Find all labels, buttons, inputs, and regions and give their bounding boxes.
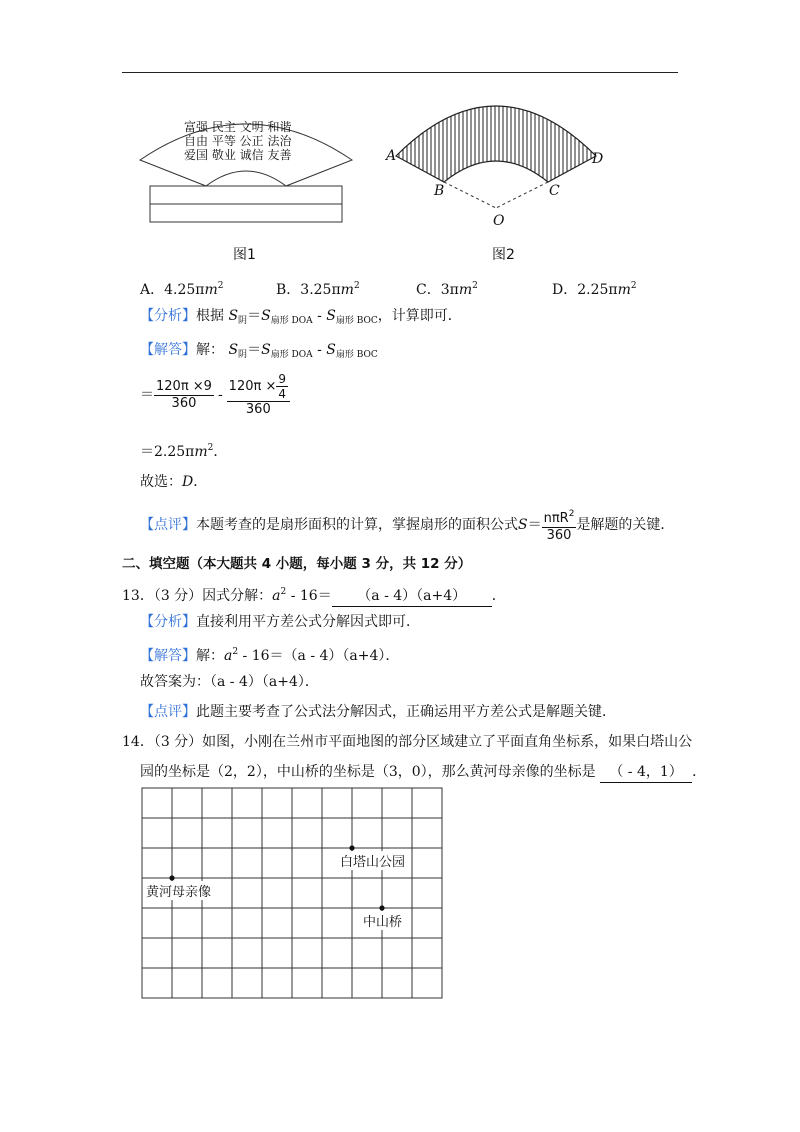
fan-text-row: 自由 平等 公正 法治	[184, 134, 292, 148]
solution-tag: 【解答】	[140, 342, 196, 358]
area-formula-fraction: $\frac{n\pi R^2}{360}$	[543, 509, 575, 543]
q13-comment: 【点评】此题主要考查了公式法分解因式，正确运用平方差公式是解题关键．	[140, 704, 616, 720]
section-2-title: 二、填空题（本大题共 4 小题，每小题 3 分，共 12 分）	[122, 556, 472, 572]
huanghe-point	[169, 875, 174, 880]
q12-fraction-line: ＝ $\frac{120\pi \times 9}{360}$ - 120π × $\frac{9}{4}$ 360	[140, 372, 290, 418]
label-b: B	[434, 183, 445, 199]
figure-2-caption: 图2	[492, 247, 515, 263]
label-o: O	[493, 213, 505, 229]
option-a: A．$4.25\pi m^2$	[140, 281, 224, 298]
label-c: C	[549, 183, 560, 199]
label-a: A	[386, 148, 397, 164]
option-b: B．$3.25\pi m^2$	[276, 281, 360, 298]
fan-text-row: 富强 民主 文明 和谐	[184, 120, 292, 134]
q12-choose: 故选：D．	[140, 474, 208, 490]
fraction-2: 120π × $\frac{9}{4}$ 360	[227, 372, 290, 418]
label-d: D	[592, 151, 604, 167]
q14-stem-line-2: 园的坐标是（2，2），中山桥的坐标是（3，0），那么黄河母亲像的坐标是 （ - 4，1） ．	[140, 762, 706, 783]
header-rule	[122, 72, 678, 73]
q12-result: $=2.25\pi m^2$．	[140, 443, 228, 460]
comment-tag: 【点评】	[140, 517, 196, 533]
q13-solution: 【解答】解：$a^2 - 16=(a - 4)(a+4)$．	[140, 647, 400, 664]
q13-analysis: 【分析】直接利用平方差公式分解因式即可．	[140, 614, 420, 630]
q14-answer-blank: （ - 4，1）	[600, 762, 692, 783]
q13-stem: 13．（3 分）因式分解：$a^2 - 16= (a - 4)(a+4)$ ．	[122, 582, 506, 607]
q14-stem-line-1: 14．（3 分）如图，小刚在兰州市平面地图的部分区域建立了平面直角坐标系，如果白塔山公	[122, 734, 693, 750]
zhongshan-point	[379, 905, 384, 910]
map-label-baita: 白塔山公园	[340, 851, 405, 870]
fan-text	[184, 120, 291, 162]
fan-text-row: 爱国 敬业 诚信 友善	[184, 148, 292, 162]
q13-answer-blank: （a - 4）（a+4）	[332, 586, 492, 607]
map-label-huanghe: 黄河母亲像	[146, 881, 211, 900]
q12-solution: 【解答】解： $S_阴=S_{扇形 DOA} - S_{扇形 BOC}$	[140, 342, 378, 360]
figure-1-caption: 图1	[233, 247, 256, 263]
q13-answer-line: 故答案为：（a - 4）（a+4）．	[140, 674, 319, 690]
q12-comment: 【点评】 本题考查的是扇形面积的计算，掌握扇形的面积公式 S ＝ $\frac{n\pi R^2}{360}$ 是解题的关键．	[140, 506, 674, 544]
fraction-1: $\frac{120\pi \times 9}{360}$	[156, 378, 212, 411]
baita-point	[349, 845, 354, 850]
option-d: D．$2.25\pi m^2$	[552, 281, 637, 298]
map-label-zhongshan: 中山桥	[363, 911, 402, 930]
analysis-tag: 【分析】	[140, 308, 196, 324]
option-c: C．$3\pi m^2$	[416, 281, 478, 298]
q12-analysis: 【分析】根据 $S_阴=S_{扇形 DOA} - S_{扇形 BOC}$，计算即可．	[140, 308, 462, 326]
